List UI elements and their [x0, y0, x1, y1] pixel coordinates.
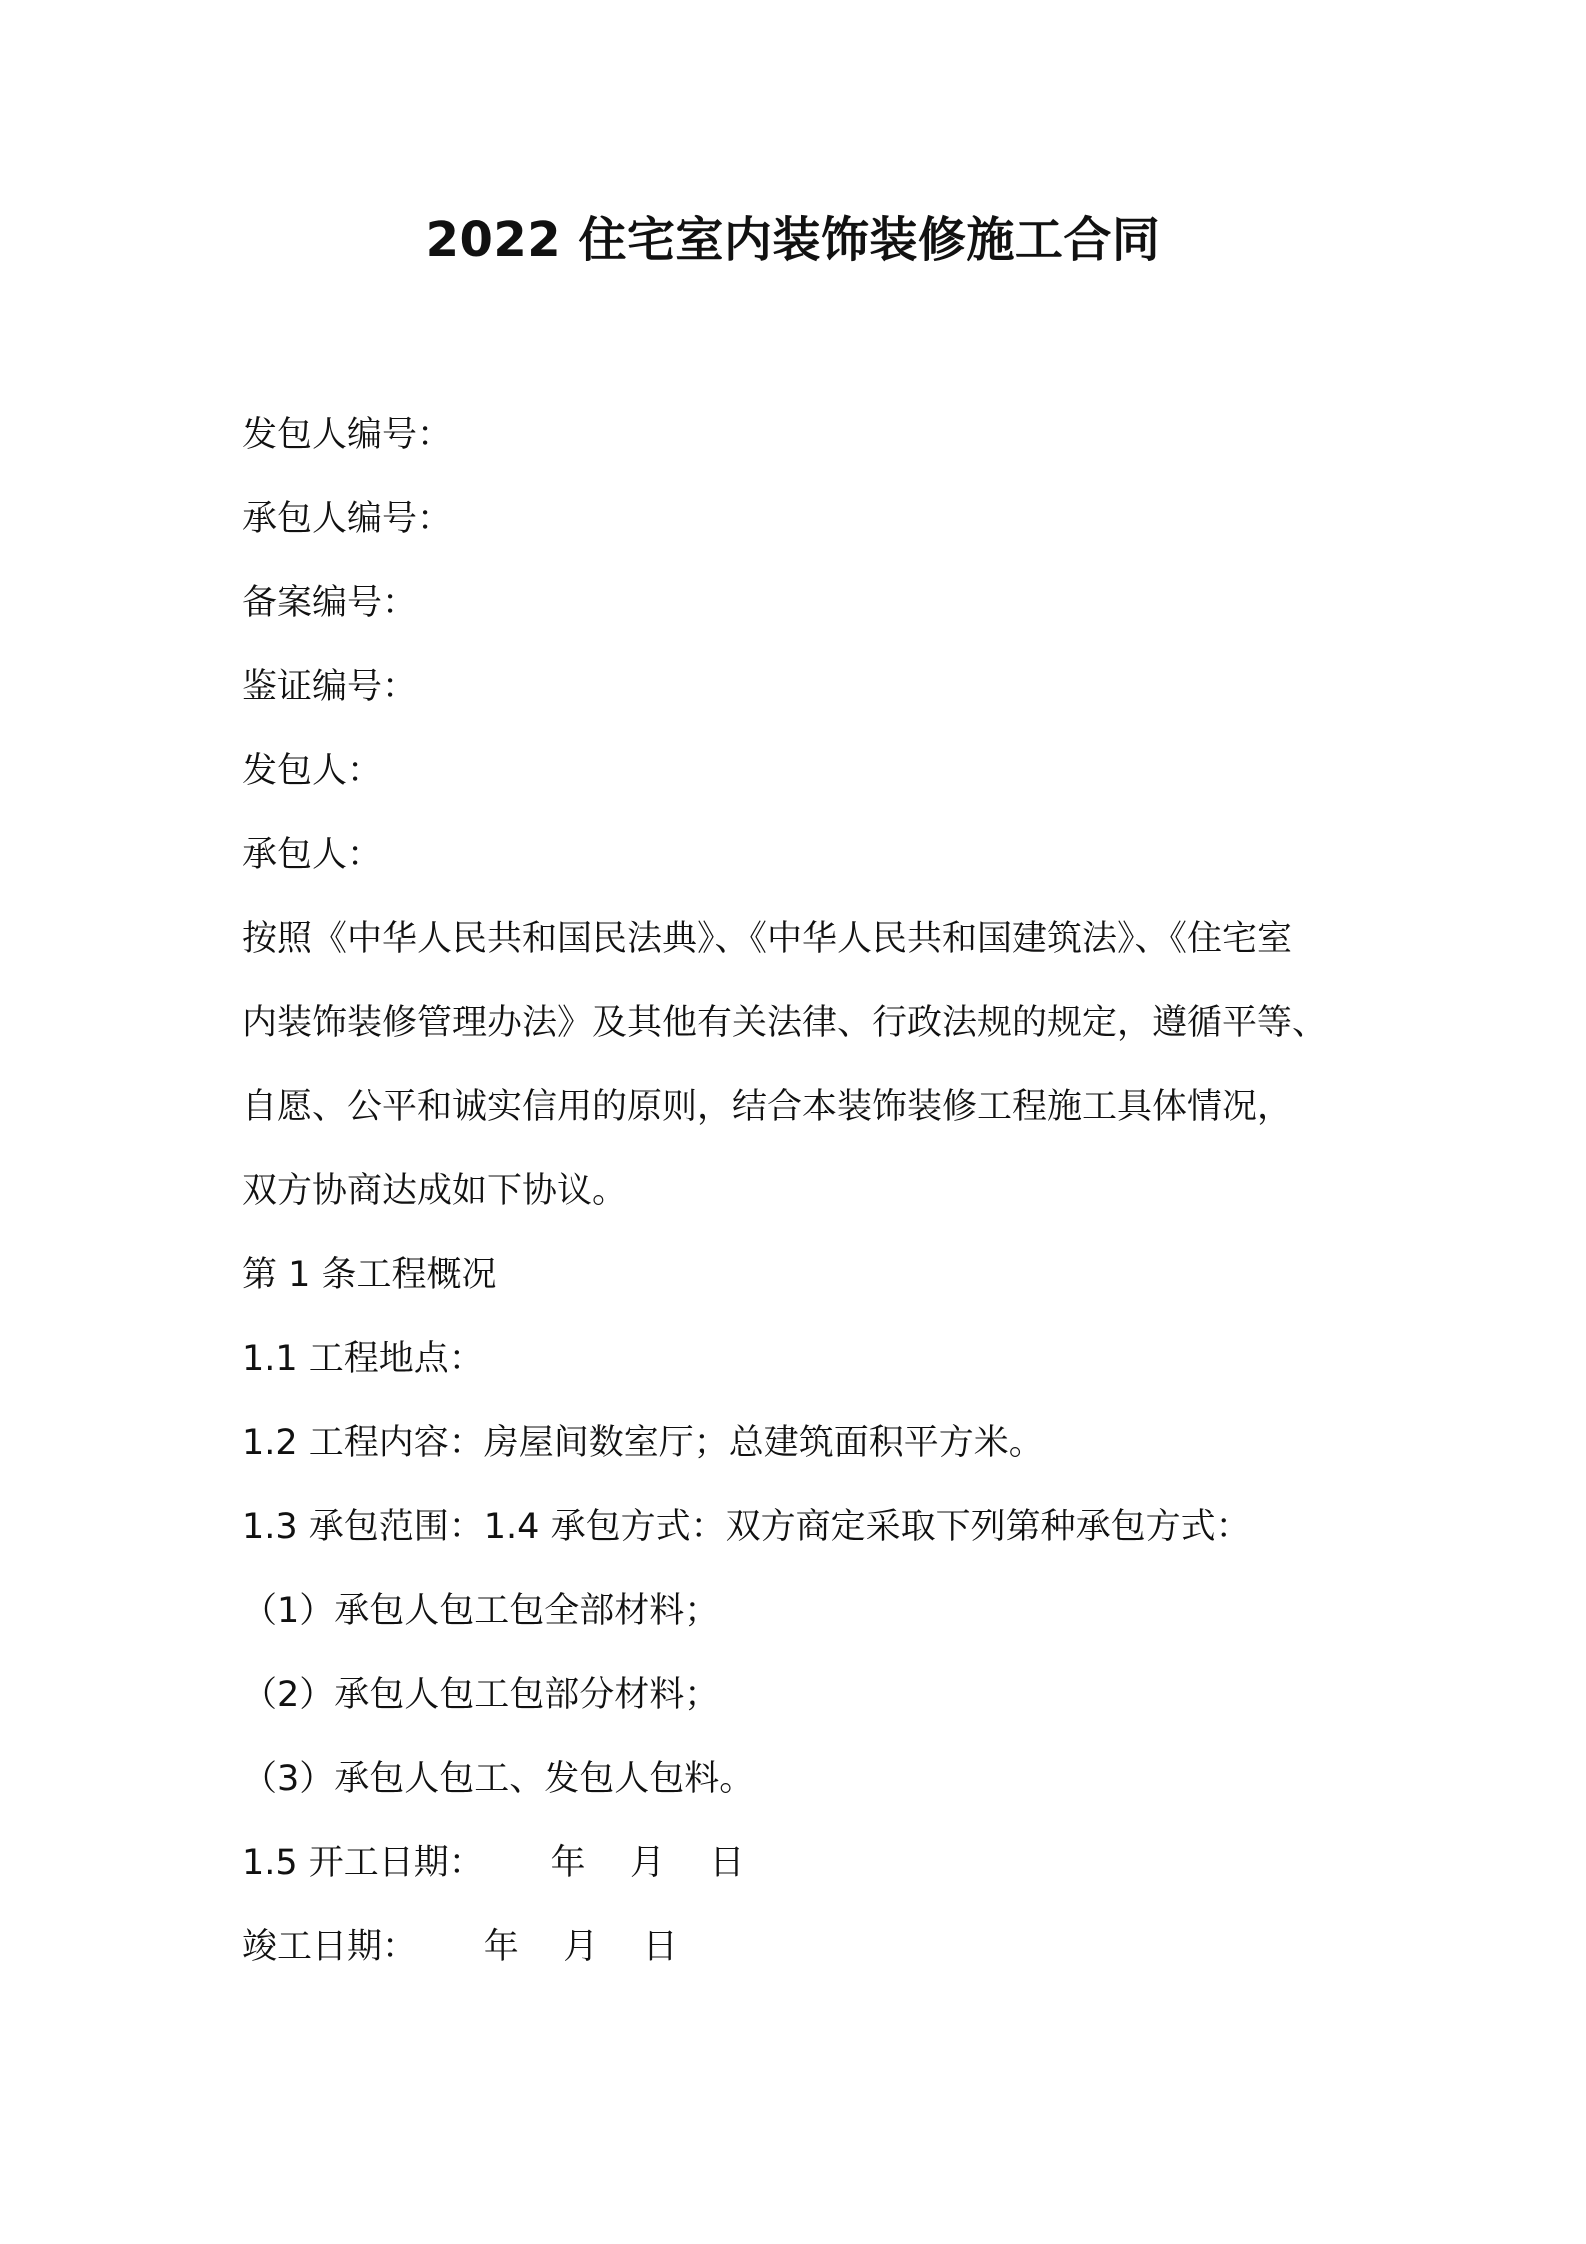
preamble-line: 自愿、公平和诚实信用的原则，结合本装饰装修工程施工具体情况，	[242, 1087, 1293, 1127]
preamble-paragraph	[242, 897, 1362, 1233]
item-1-3: 1.3 承包范围：1.4 承包方式：双方商定采取下列第种承包方式：	[242, 1507, 1251, 1547]
item-1-1: 1.1 工程地点：	[242, 1339, 484, 1379]
start-date: 1.5 开工日期： 年 月 日	[242, 1843, 745, 1883]
employer-number-field: 发包人编号：	[242, 415, 453, 455]
item-1-2: 1.2 工程内容：房屋间数室厅；总建筑面积平方米。	[242, 1423, 1044, 1463]
preamble-line: 按照《中华人民共和国民法典》、《中华人民共和国建筑法》、《住宅室	[242, 919, 1293, 959]
employer-field: 发包人：	[242, 751, 383, 791]
filing-number-field: 备案编号：	[242, 583, 418, 623]
contractor-field: 承包人：	[242, 835, 383, 875]
preamble-line: 内装饰装修管理办法》及其他有关法律、行政法规的规定，遵循平等、	[242, 1003, 1328, 1043]
article-1-heading: 第 1 条工程概况	[242, 1255, 497, 1295]
document-title: 2022 住宅室内装饰装修施工合同	[425, 212, 1161, 268]
completion-date: 竣工日期： 年 月 日	[242, 1927, 678, 1967]
contractor-number-field: 承包人编号：	[242, 499, 453, 539]
verification-number-field: 鉴证编号：	[242, 667, 418, 707]
option-1: （1）承包人包工包全部材料；	[242, 1591, 720, 1631]
option-2: （2）承包人包工包部分材料；	[242, 1675, 720, 1715]
preamble-line: 双方协商达成如下协议。	[242, 1171, 628, 1211]
option-3: （3）承包人包工、发包人包料。	[242, 1759, 755, 1799]
